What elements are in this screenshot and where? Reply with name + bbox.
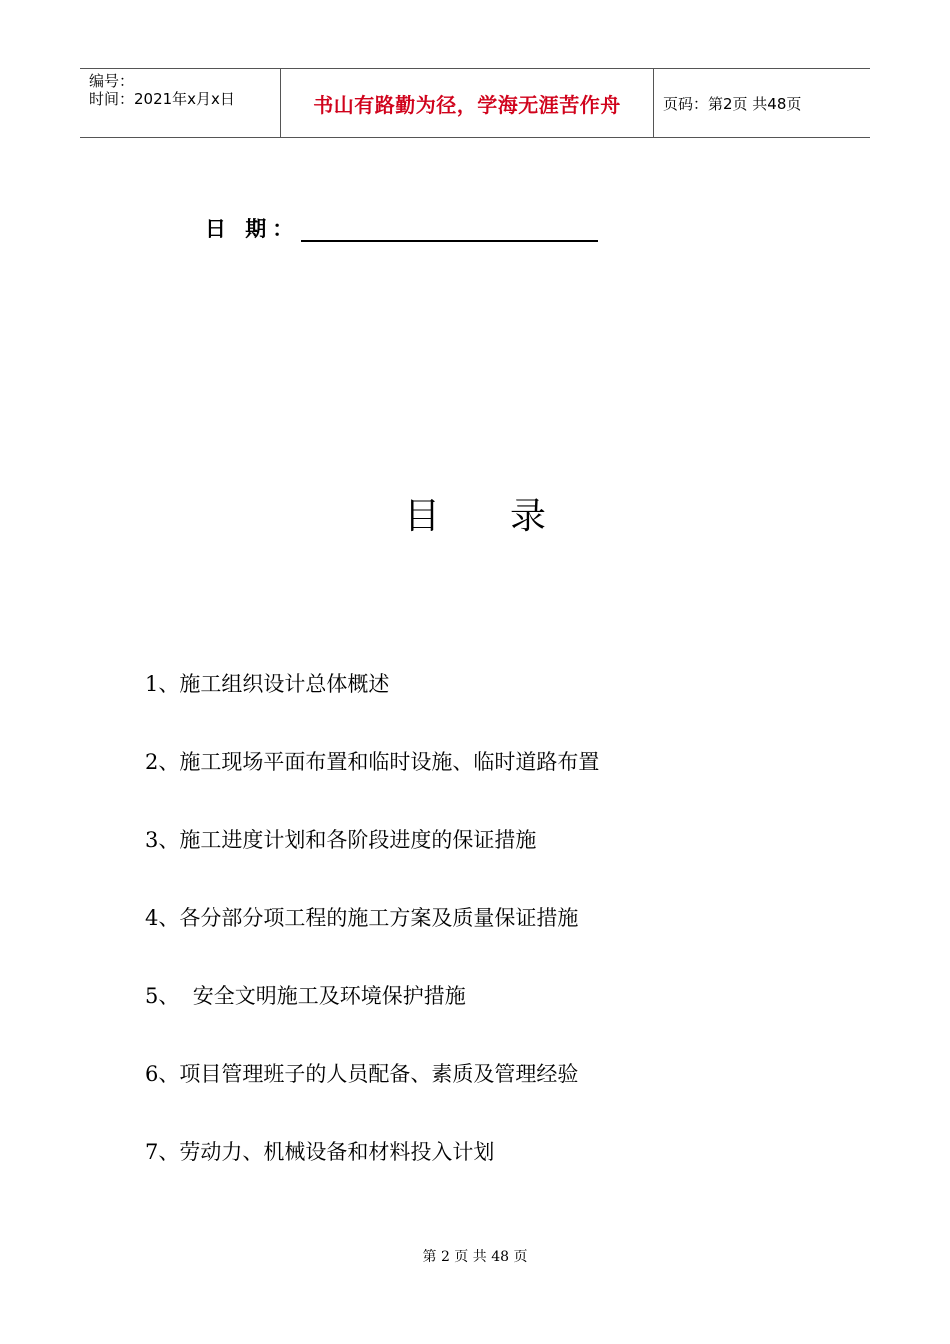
document-header <box>80 68 870 138</box>
toc-item: 6、项目管理班子的人员配备、素质及管理经验 <box>145 1062 579 1086</box>
toc-item: 1、施工组织设计总体概述 <box>145 672 390 696</box>
serial-number-label: 编号： <box>89 72 135 90</box>
header-page-info: 页码：第2页 共48页 <box>663 94 802 113</box>
toc-title: 目录 <box>403 496 616 537</box>
header-meta-cell <box>80 69 281 137</box>
toc-item: 7、劳动力、机械设备和材料投入计划 <box>145 1140 495 1164</box>
date-time-label: 时间：2021年x月x日 <box>89 90 235 108</box>
date-label: 日 期： <box>205 217 300 241</box>
header-motto: 书山有路勤为径，学海无涯苦作舟 <box>281 69 654 137</box>
toc-item: 2、施工现场平面布置和临时设施、临时道路布置 <box>145 750 600 774</box>
toc-item: 4、各分部分项工程的施工方案及质量保证措施 <box>145 906 579 930</box>
toc-list <box>145 666 599 1212</box>
toc-item: 3、施工进度计划和各阶段进度的保证措施 <box>145 828 537 852</box>
toc-item: 5、 安全文明施工及环境保护措施 <box>145 984 466 1008</box>
date-input-line[interactable] <box>301 212 598 242</box>
date-field <box>205 212 598 243</box>
page-footer: 第 2 页 共 48 页 <box>422 1249 528 1265</box>
